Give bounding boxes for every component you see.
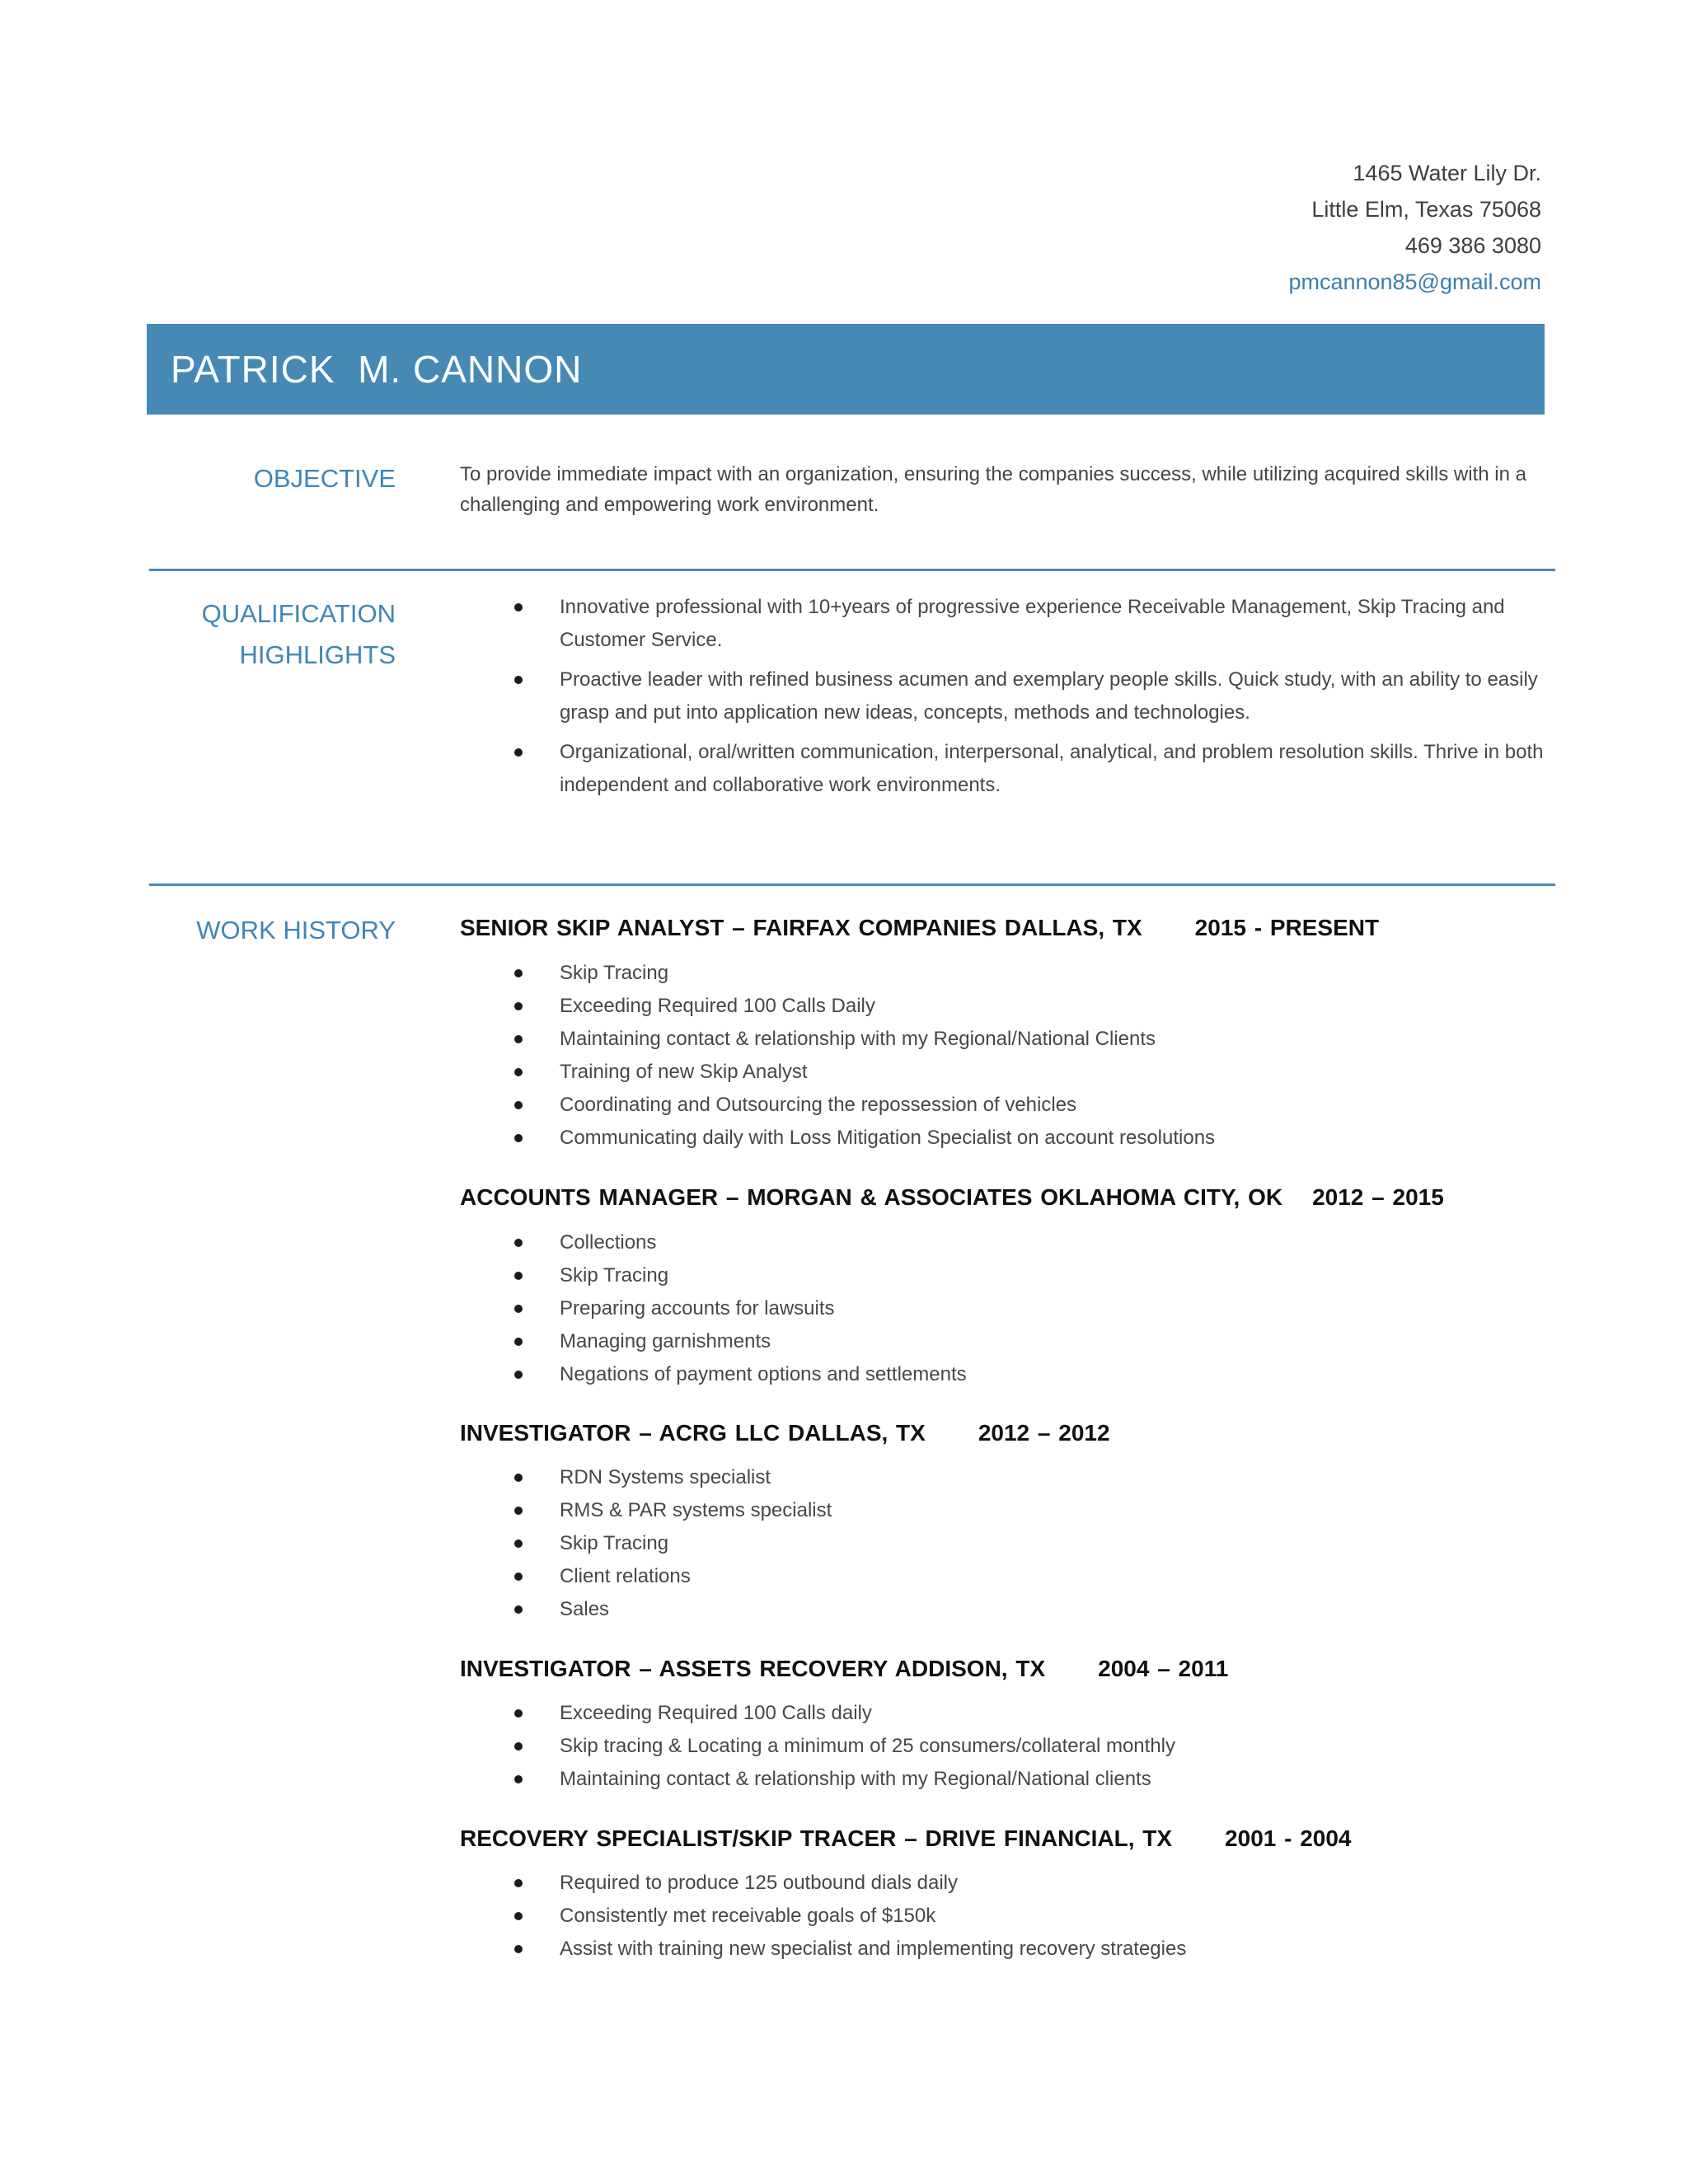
list-item: Communicating daily with Loss Mitigation Specialist on account resolutions	[460, 1122, 1556, 1155]
list-item: Maintaining contact & relationship with my Regional/National clients	[460, 1763, 1556, 1796]
job-duties	[460, 1867, 1556, 1966]
bullet-icon	[514, 1371, 523, 1379]
job-duties	[460, 1226, 1556, 1391]
job-dates: 2015 - PRESENT	[1194, 915, 1380, 940]
name-banner	[147, 324, 1545, 415]
address-line-1: 1465 Water Lily Dr.	[1353, 161, 1541, 185]
list-item: Training of new Skip Analyst	[460, 1056, 1556, 1089]
bullet-icon	[514, 1305, 523, 1313]
bullet-icon	[514, 676, 523, 684]
list-item: Required to produce 125 outbound dials daily	[460, 1867, 1556, 1900]
bullet-icon	[514, 1239, 523, 1247]
email-link[interactable]: pmcannon85@gmail.com	[1288, 269, 1541, 294]
bullet-icon	[514, 1272, 523, 1280]
list-item: Skip Tracing	[460, 957, 1556, 990]
list-item: Organizational, oral/written communication, interpersonal, analytical, and problem resolution skills. Thrive in both independent and collaborative work environments.	[460, 736, 1556, 802]
bullet-icon	[514, 1338, 523, 1346]
job-duties	[460, 1461, 1556, 1626]
list-item: Coordinating and Outsourcing the repossession of vehicles	[460, 1089, 1556, 1122]
bullet-icon	[514, 1540, 523, 1548]
bullet-icon	[514, 1474, 523, 1482]
bullet-icon	[514, 748, 523, 757]
list-item: Skip tracing & Locating a minimum of 25 consumers/collateral monthly	[460, 1730, 1556, 1763]
job-title	[460, 1825, 1352, 1852]
list-item: RMS & PAR systems specialist	[460, 1494, 1556, 1527]
bullet-icon	[514, 1709, 523, 1718]
list-item: Skip Tracing	[460, 1259, 1556, 1292]
job-dates: 2012 – 2015	[1312, 1184, 1444, 1210]
job-position: INVESTIGATOR – ASSETS RECOVERY ADDISON, TX	[460, 1656, 1046, 1681]
job-title	[460, 1420, 1110, 1446]
list-item: Collections	[460, 1226, 1556, 1259]
job-position: SENIOR SKIP ANALYST – FAIRFAX COMPANIES DALLAS, TX	[460, 915, 1142, 940]
qualification-heading-line1: QUALIFICATION	[201, 599, 396, 628]
bullet-icon	[514, 1101, 523, 1109]
work-history-heading: WORK HISTORY	[196, 916, 396, 944]
objective-text: To provide immediate impact with an organization, ensuring the companies success, while utilizing acquired skills with in a challenging and empowering work environment.	[460, 463, 1526, 516]
bullet-icon	[514, 1134, 523, 1142]
list-item: Assist with training new specialist and implementing recovery strategies	[460, 1933, 1556, 1966]
job-position: RECOVERY SPECIALIST/SKIP TRACER – DRIVE FINANCIAL, TX	[460, 1825, 1173, 1851]
job-title	[460, 1184, 1444, 1211]
phone-number: 469 386 3080	[1404, 233, 1541, 258]
candidate-name: PATRICK M. CANNON	[171, 348, 583, 391]
contact-block	[1288, 155, 1541, 300]
section-divider	[149, 883, 1555, 886]
bullet-icon	[514, 1912, 523, 1920]
bullet-icon	[514, 1572, 523, 1581]
qualification-heading-line2: HIGHLIGHTS	[239, 640, 396, 669]
section-divider	[149, 569, 1555, 571]
bullet-icon	[514, 1068, 523, 1076]
list-item: Managing garnishments	[460, 1325, 1556, 1358]
bullet-icon	[514, 1605, 523, 1614]
list-item: Skip Tracing	[460, 1527, 1556, 1560]
address-line-2: Little Elm, Texas 75068	[1311, 197, 1541, 222]
job-title	[460, 1656, 1228, 1682]
list-item: Exceeding Required 100 Calls daily	[460, 1697, 1556, 1730]
job-position: ACCOUNTS MANAGER – MORGAN & ASSOCIATES OKLAHOMA CITY, OK	[460, 1184, 1283, 1210]
list-item: Maintaining contact & relationship with my Regional/National Clients	[460, 1023, 1556, 1056]
job-duties	[460, 1697, 1556, 1796]
bullet-icon	[514, 1742, 523, 1750]
bullet-icon	[514, 1945, 523, 1953]
job-title	[460, 915, 1379, 941]
bullet-icon	[514, 1507, 523, 1515]
list-item: Preparing accounts for lawsuits	[460, 1292, 1556, 1325]
list-item: RDN Systems specialist	[460, 1461, 1556, 1494]
objective-heading: OBJECTIVE	[253, 464, 396, 493]
bullet-icon	[514, 1879, 523, 1887]
list-item: Client relations	[460, 1560, 1556, 1593]
job-dates: 2001 - 2004	[1225, 1825, 1352, 1851]
bullet-icon	[514, 1775, 523, 1783]
bullet-icon	[514, 969, 523, 977]
bullet-icon	[514, 1035, 523, 1043]
bullet-icon	[514, 603, 523, 612]
job-dates: 2004 – 2011	[1098, 1656, 1229, 1681]
job-duties	[460, 957, 1556, 1155]
list-item: Negations of payment options and settlements	[460, 1358, 1556, 1391]
qualification-list	[460, 591, 1556, 808]
list-item: Sales	[460, 1593, 1556, 1626]
job-position: INVESTIGATOR – ACRG LLC DALLAS, TX	[460, 1420, 926, 1446]
qualification-heading	[202, 593, 396, 676]
bullet-icon	[514, 1002, 523, 1010]
list-item: Exceeding Required 100 Calls Daily	[460, 990, 1556, 1023]
list-item: Proactive leader with refined business acumen and exemplary people skills. Quick study, with an ability to easily grasp and put into application new ideas, concepts, methods and technologies.	[460, 663, 1556, 729]
list-item: Consistently met receivable goals of $150k	[460, 1900, 1556, 1933]
list-item: Innovative professional with 10+years of progressive experience Receivable Management, Skip Tracing and Customer Service.	[460, 591, 1556, 657]
job-dates: 2012 – 2012	[978, 1420, 1110, 1446]
